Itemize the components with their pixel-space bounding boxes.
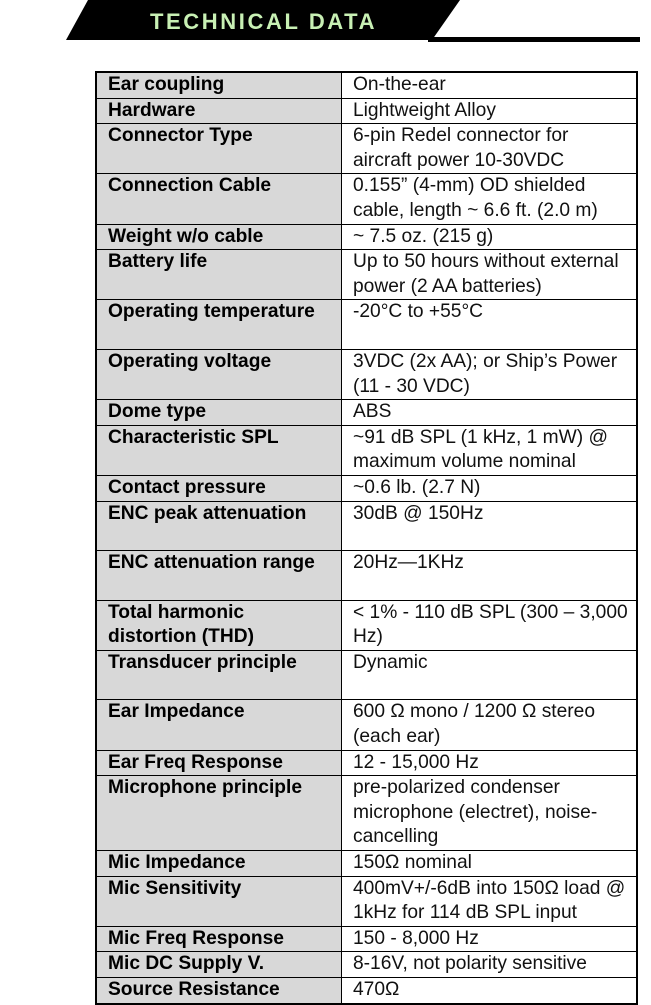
spec-label: Ear Impedance <box>96 700 342 750</box>
table-row <box>96 224 637 250</box>
spec-value: 30dB @ 150Hz <box>342 501 638 551</box>
spec-label: Microphone principle <box>96 776 342 851</box>
table-row <box>96 876 637 926</box>
table-row <box>96 551 637 601</box>
table-body <box>96 72 637 1004</box>
table-row <box>96 98 637 124</box>
spec-label: Operating temperature <box>96 300 342 350</box>
spec-value: 20Hz—1KHz <box>342 551 638 601</box>
table-row <box>96 124 637 174</box>
spec-value: Up to 50 hours without external power (2 AA batteries) <box>342 250 638 300</box>
spec-label: Mic DC Supply V. <box>96 952 342 978</box>
spec-label: Transducer principle <box>96 650 342 700</box>
spec-label: Mic Impedance <box>96 851 342 877</box>
section-header <box>0 0 651 44</box>
table-row <box>96 501 637 551</box>
spec-value: 400mV+/-6dB into 150Ω load @ 1kHz for 114 dB SPL input <box>342 876 638 926</box>
spec-label: Hardware <box>96 98 342 124</box>
table-row <box>96 174 637 224</box>
spec-label: Mic Freq Response <box>96 926 342 952</box>
spec-label: Mic Sensitivity <box>96 876 342 926</box>
spec-label: Connection Cable <box>96 174 342 224</box>
table-row <box>96 349 637 399</box>
spec-value: 150 - 8,000 Hz <box>342 926 638 952</box>
spec-value: 470Ω <box>342 978 638 1004</box>
spec-label: ENC attenuation range <box>96 551 342 601</box>
spec-label: Contact pressure <box>96 475 342 501</box>
table-row <box>96 851 637 877</box>
spec-value: 0.155” (4-mm) OD shielded cable, length ~ 6.6 ft. (2.0 m) <box>342 174 638 224</box>
spec-value: pre-polarized condenser microphone (electret), noise-cancelling <box>342 776 638 851</box>
spec-label: Characteristic SPL <box>96 425 342 475</box>
spec-label: ENC peak attenuation <box>96 501 342 551</box>
spec-value: Lightweight Alloy <box>342 98 638 124</box>
spec-value: 600 Ω mono / 1200 Ω stereo (each ear) <box>342 700 638 750</box>
spec-value: 12 - 15,000 Hz <box>342 750 638 776</box>
spec-label: Total harmonic distortion (THD) <box>96 600 342 650</box>
spec-value: ABS <box>342 400 638 426</box>
section-title: TECHNICAL DATA <box>150 9 378 34</box>
table-row <box>96 250 637 300</box>
spec-value: Dynamic <box>342 650 638 700</box>
table-row <box>96 750 637 776</box>
table-row <box>96 600 637 650</box>
spec-value: 150Ω nominal <box>342 851 638 877</box>
spec-value: ~0.6 lb. (2.7 N) <box>342 475 638 501</box>
table-row <box>96 978 637 1004</box>
spec-value: -20°C to +55°C <box>342 300 638 350</box>
table-row <box>96 300 637 350</box>
table-row <box>96 475 637 501</box>
spec-value: On-the-ear <box>342 72 638 98</box>
spec-value: 8-16V, not polarity sensitive <box>342 952 638 978</box>
technical-data-table <box>95 71 638 1005</box>
spec-label: Ear coupling <box>96 72 342 98</box>
table-row <box>96 776 637 851</box>
spec-label: Battery life <box>96 250 342 300</box>
spec-label: Weight w/o cable <box>96 224 342 250</box>
table-row <box>96 425 637 475</box>
spec-label: Connector Type <box>96 124 342 174</box>
spec-value: ~ 7.5 oz. (215 g) <box>342 224 638 250</box>
table-row <box>96 952 637 978</box>
spec-value: 6-pin Redel connector for aircraft power 10-30VDC <box>342 124 638 174</box>
spec-label: Dome type <box>96 400 342 426</box>
spec-value: ~91 dB SPL (1 kHz, 1 mW) @ maximum volume nominal <box>342 425 638 475</box>
table-row <box>96 400 637 426</box>
spec-label: Ear Freq Response <box>96 750 342 776</box>
table-row <box>96 650 637 700</box>
spec-value: < 1% - 110 dB SPL (300 – 3,000 Hz) <box>342 600 638 650</box>
spec-label: Source Resistance <box>96 978 342 1004</box>
table-row <box>96 72 637 98</box>
table-row <box>96 926 637 952</box>
table-row <box>96 700 637 750</box>
spec-label: Operating voltage <box>96 349 342 399</box>
spec-value: 3VDC (2x AA); or Ship’s Power (11 - 30 VDC) <box>342 349 638 399</box>
